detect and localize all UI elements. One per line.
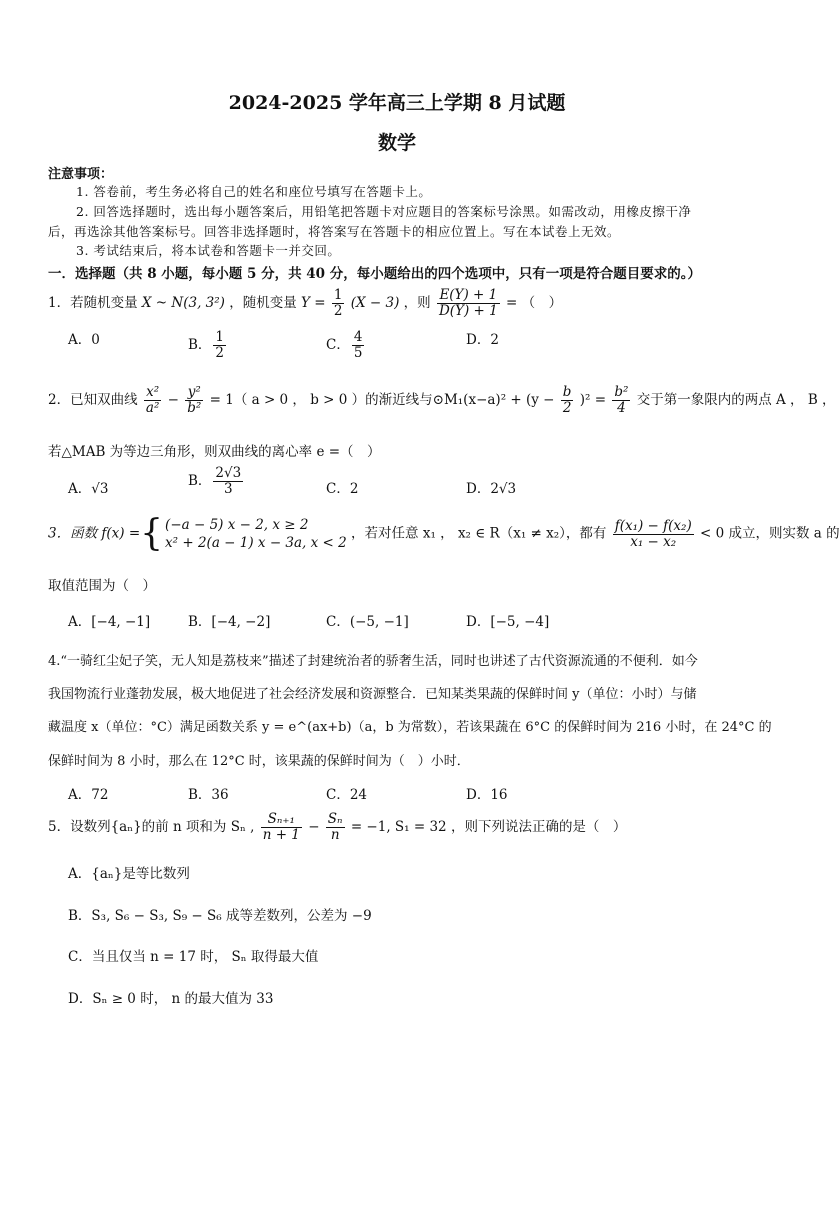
section-heading: 一．选择题（共 8 小题，每小题 5 分，共 40 分，每小题给出的四个选项中，只有一项是符合题目要求的。） [48,266,702,282]
q1-y-rhs: (X − 3) [350,294,400,311]
q2-x-fraction: $\frac{\text{x²}}{\text{a²}}$ [145,384,160,416]
q1-mid: ，随机变量 [229,294,297,311]
notice-item-3: 3. 考试结束后，将本试卷和答题卡一并交回。 [76,243,341,258]
q5-option-a: A．{aₙ}是等比数列 [68,866,190,882]
q2-option-b: B． $\frac{2√3}{3}$ [188,465,242,497]
q1-option-d: D．2 [466,332,499,348]
q1-y-lhs: Y = [301,294,326,311]
q3-cases: (−a − 5) x − 2, x ≥ 2 x² + 2(a − 1) x − 3a, x < 2 [165,517,347,552]
q4-line-1: 4.“一骑红尘妃子笑，无人知是荔枝来”描述了封建统治者的骄奢生活，同时也讲述了古代资源流通的不便利．如今 [48,654,698,669]
q1-option-c: C． $\frac{4}{5}$ [326,329,363,361]
q3-option-b: B．[−4, −2] [188,614,271,630]
notice-heading: 注意事项： [48,167,114,182]
q1-ratio-fraction: $\frac{E(Y) + 1}{D(Y) + 1}$ [438,287,498,319]
q4-line-2: 我国物流行业蓬勃发展，极大地促进了社会经济发展和资源整合．已知某类果蔬的保鲜时间 y（单位：小时）与储 [48,687,697,702]
q2-line-2: 若△MAB 为等边三角形，则双曲线的离心率 e =（ ） [48,444,381,460]
q4-line-4: 保鲜时间为 8 小时，那么在 12°C 时，该果蔬的保鲜时间为（ ）小时． [48,754,470,769]
q4-option-b: B．36 [188,787,229,803]
q5-option-b: B．S₃, S₆ − S₃, S₉ − S₆ 成等差数列，公差为 −9 [68,908,372,924]
q5-fraction-1: $\frac{\text{Sₙ₊₁}}{n + 1}$ [262,811,300,843]
q3-option-c: C．(−5, −1] [326,614,409,630]
notice-item-1: 1. 答卷前，考生务必将自己的姓名和座位号填写在答题卡上。 [76,184,432,199]
q3-line-2: 取值范围为（ ） [48,578,156,594]
q2-option-a: A．√3 [68,481,109,497]
q1-dist: X ~ N(3, 3²) [141,294,225,311]
q1-option-b: B． $\frac{1}{2}$ [188,329,225,361]
q2-option-d: D．2√3 [466,481,517,497]
question-1 [48,288,562,319]
notice-item-2: 2. 回答选择题时，选出每小题答案后，用铅笔把答题卡对应题目的答案标号涂黑。如需改动，用橡皮擦干净 [76,204,692,219]
q1-then: ，则 [403,294,431,311]
q2-option-c: C．2 [326,481,359,497]
subject-title: 数学 [377,132,416,154]
question-5: 5．设数列{aₙ}的前 n 项和为 Sₙ , $\frac{\text{Sₙ₊₁}}{n + 1}$ − $\frac{\text{Sₙ}}{n}$ = −1, S₁ = 32 ，则下列说法正确的是（ ） [48,811,627,843]
question-2: 2．已知双曲线 $\frac{\text{x²}}{\text{a²}}$ − $\frac{\text{y²}}{\text{b²}}$ = 1（ a > 0 ， b > 0 ）的渐近线与⊙M₁(x−a)² + (y − $\frac{b}{2}$ )² = $\frac{\text{b²}}{4}$ 交于第一象限内的两点 A ， B ， [48,384,836,416]
q1-half-fraction: $\frac{1}{2}$ [333,287,343,319]
question-3: 3．函数 f(x) ={ (−a − 5) x − 2, x ≥ 2 x² + 2(a − 1) x − 3a, x < 2 ，若对任意 x₁ ， x₂ ∈ R（x₁ ≠ x₂），都有 $\frac{\text{f(x₁) − f(x₂)}}{\text{x₁ − x₂}}$ < 0 成立，则实数 a 的 [48,513,840,555]
exam-title: 2024-2025 学年高三上学期 8 月试题 [228,92,566,114]
q4-option-d: D．16 [466,787,508,803]
q2-radius-fraction: $\frac{\text{b²}}{4}$ [614,384,629,416]
q5-option-c: C．当且仅当 n = 17 时， Sₙ 取得最大值 [68,949,319,965]
q1-pre: 1．若随机变量 [48,294,138,311]
q2-b-half-fraction: $\frac{b}{2}$ [562,384,572,416]
q1-option-a: A．0 [68,332,100,348]
q1-tail: = （ ） [506,294,563,311]
q3-option-a: A．[−4, −1] [68,614,151,630]
q5-option-d: D．Sₙ ≥ 0 时， n 的最大值为 33 [68,991,274,1007]
q4-line-3: 藏温度 x（单位：°C）满足函数关系 y = e^(ax+b)（a，b 为常数），若该果蔬在 6°C 的保鲜时间为 216 小时，在 24°C 的 [48,720,772,735]
q4-option-a: A．72 [68,787,109,803]
q3-brace: { [140,513,164,555]
q4-option-c: C．24 [326,787,368,803]
q2-y-fraction: $\frac{\text{y²}}{\text{b²}}$ [187,384,202,416]
notice-item-2-cont: 后，再选涂其他答案标号。回答非选择题时，将答案写在答题卡的相应位置上。写在本试卷上无效。 [48,224,621,239]
q3-option-d: D．[−5, −4] [466,614,550,630]
q3-fraction: $\frac{\text{f(x₁) − f(x₂)}}{\text{x₁ − x₂}}$ [614,517,692,550]
q5-fraction-2: $\frac{\text{Sₙ}}{n}$ [327,811,343,843]
